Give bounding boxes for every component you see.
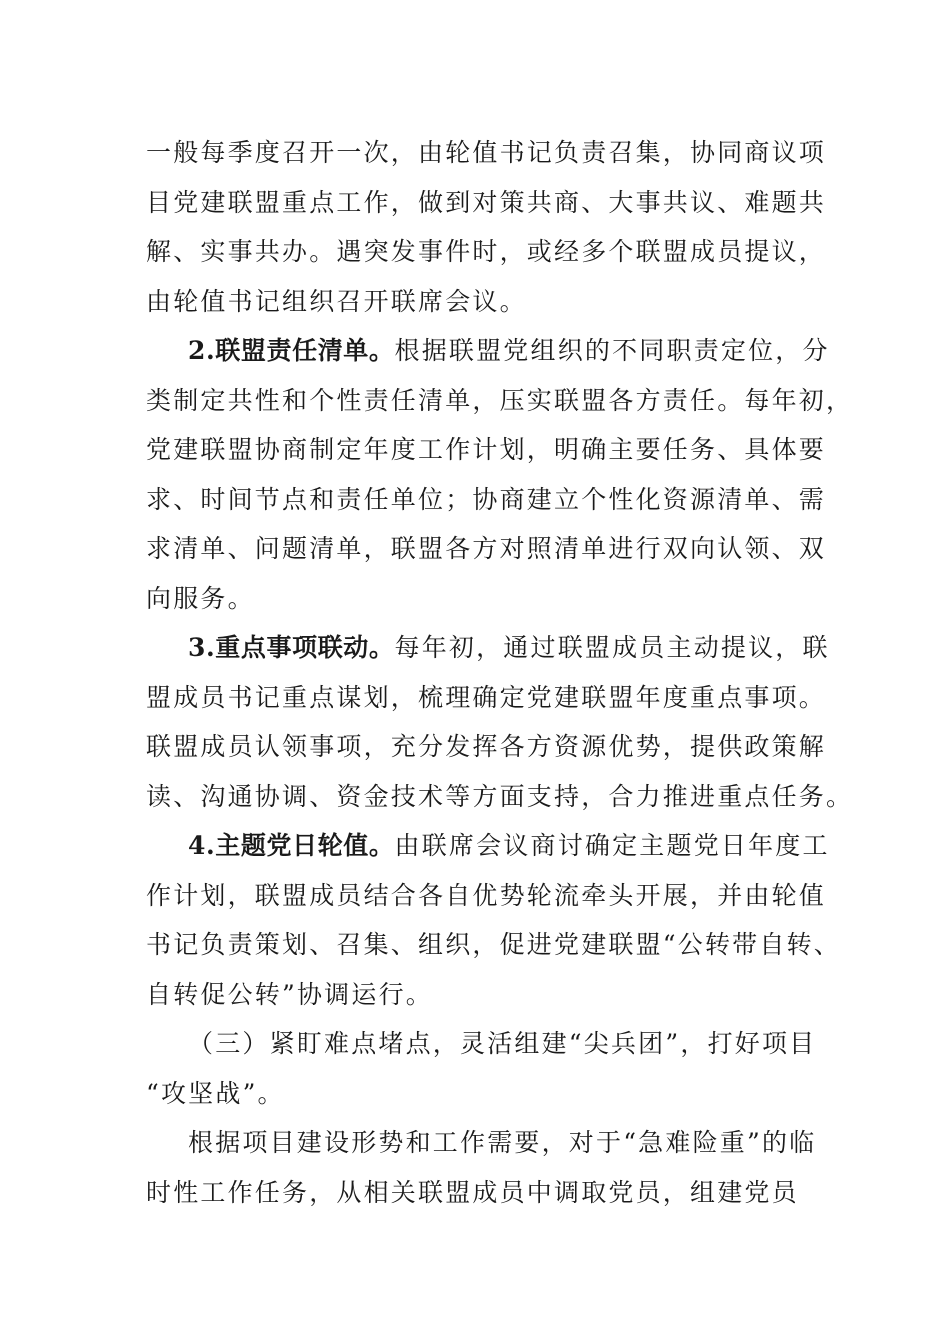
section-heading: 4.主题党日轮值。 (188, 831, 395, 860)
section-heading: 3.重点事项联动。 (188, 633, 395, 662)
text-line: 时性工作任务，从相关联盟成员中调取党员，组建党员 (146, 1177, 799, 1207)
text-line-first: 根据项目建设形势和工作需要，对于“急难险重”的临 (188, 1128, 817, 1157)
text-line: 书记负责策划、召集、组织，促进党建联盟“公转带自转、 (146, 930, 841, 959)
paragraph-responsibility-list (146, 326, 854, 623)
text-line: 联盟成员认领事项，充分发挥各方资源优势，提供政策解 (146, 732, 827, 761)
document-body (146, 128, 854, 1217)
text-span: 由联席会议商讨确定主题党日年度工 (394, 831, 830, 860)
paragraph-task-force (146, 1118, 817, 1217)
text-line-first (146, 623, 830, 673)
text-line: 向服务。 (146, 583, 255, 613)
text-line: 目党建联盟重点工作，做到对策共商、大事共议、难题共 (146, 187, 827, 217)
text-span: 根据联盟党组织的不同职责定位，分 (394, 336, 830, 365)
text-line: 盟成员书记重点谋划，梳理确定党建联盟年度重点事项。 (146, 682, 827, 712)
section-heading: 2.联盟责任清单。 (188, 336, 395, 365)
text-line: 求、时间节点和责任单位；协商建立个性化资源清单、需 (146, 484, 827, 514)
text-line: 自转促公转”协调运行。 (146, 979, 433, 1009)
text-line: 一般每季度召开一次，由轮值书记负责召集，协同商议项 (146, 138, 827, 167)
paragraph-party-day (146, 821, 841, 1019)
paragraph-section-three (146, 1019, 817, 1118)
text-line: 由轮值书记组织召开联席会议。 (146, 286, 527, 316)
text-line: 读、沟通协调、资金技术等方面支持，合力推进重点任务。 (146, 781, 854, 811)
text-line-first: （三）紧盯难点堵点，灵活组建“尖兵团”，打好项目 (188, 1029, 817, 1058)
text-line-first (146, 326, 830, 376)
paragraph-key-matters (146, 623, 854, 821)
text-line-first (146, 821, 830, 871)
text-line: 解、实事共办。遇突发事件时，或经多个联盟成员提议， (146, 237, 827, 266)
text-span: 每年初，通过联盟成员主动提议，联 (394, 633, 830, 662)
text-line: 作计划，联盟成员结合各自优势轮流牵头开展，并由轮值 (146, 880, 827, 910)
text-line: 类制定共性和个性责任清单，压实联盟各方责任。每年初， (146, 385, 854, 415)
text-line: “攻坚战”。 (146, 1078, 285, 1108)
text-line: 求清单、问题清单，联盟各方对照清单进行双向认领、双 (146, 534, 827, 563)
paragraph-meeting-continued (146, 128, 827, 326)
text-line: 党建联盟协商制定年度工作计划，明确主要任务、具体要 (146, 435, 827, 464)
